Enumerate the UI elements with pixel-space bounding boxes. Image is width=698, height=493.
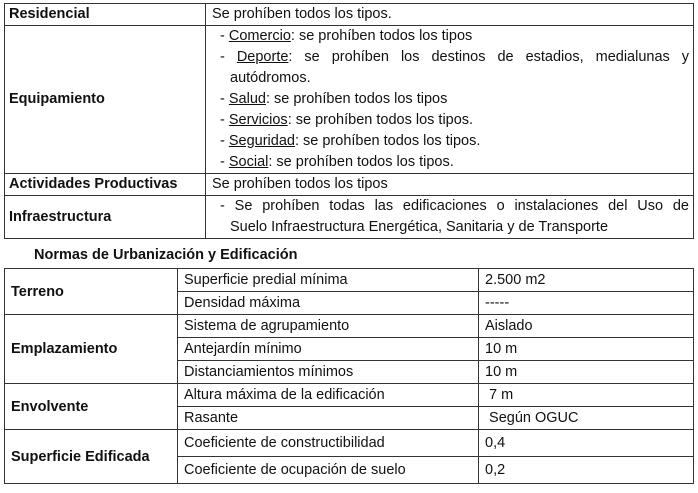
row-value-actividades: Se prohíben todos los tipos bbox=[206, 174, 694, 196]
row-value-infraestructura bbox=[206, 196, 694, 239]
table-row bbox=[5, 4, 694, 26]
value-cell: Según OGUC bbox=[479, 407, 694, 430]
row-label-infraestructura: Infraestructura bbox=[5, 196, 206, 239]
table-row bbox=[5, 269, 694, 292]
param-cell: Sistema de agrupamiento bbox=[178, 315, 479, 338]
value-cell: ----- bbox=[479, 292, 694, 315]
group-label-envolvente: Envolvente bbox=[5, 384, 178, 430]
value-cell: 7 m bbox=[479, 384, 694, 407]
param-cell: Altura máxima de la edificación bbox=[178, 384, 479, 407]
list-item: - Seguridad: se prohíben todos los tipos. bbox=[220, 133, 481, 149]
list-item: - Comercio: se prohíben todos los tipos bbox=[220, 28, 473, 44]
land-use-table bbox=[4, 3, 694, 239]
value-cell: 10 m bbox=[479, 338, 694, 361]
table-row bbox=[5, 430, 694, 457]
section-heading: Normas de Urbanización y Edificación bbox=[34, 247, 298, 263]
equipamiento-list bbox=[206, 26, 694, 174]
row-label-equipamiento: Equipamiento bbox=[5, 26, 206, 174]
value-cell: Aislado bbox=[479, 315, 694, 338]
row-label-actividades: Actividades Productivas bbox=[5, 174, 206, 196]
param-cell: Coeficiente de constructibilidad bbox=[178, 430, 479, 457]
param-cell: Coeficiente de ocupación de suelo bbox=[178, 457, 479, 484]
norms-table bbox=[4, 268, 694, 484]
value-cell: 2.500 m2 bbox=[479, 269, 694, 292]
list-item: - Deporte: se prohíben los destinos de estadios, medialunas y bbox=[220, 49, 690, 65]
param-cell: Antejardín mínimo bbox=[178, 338, 479, 361]
row-value-residencial: Se prohíben todos los tipos. bbox=[206, 4, 694, 26]
row-label-residencial: Residencial bbox=[5, 4, 206, 26]
value-cell: 0,4 bbox=[479, 430, 694, 457]
list-item-continuation: autódromos. bbox=[230, 70, 311, 86]
group-label-emplazamiento: Emplazamiento bbox=[5, 315, 178, 384]
param-cell: Distanciamientos mínimos bbox=[178, 361, 479, 384]
group-label-terreno: Terreno bbox=[5, 269, 178, 315]
list-item: - Salud: se prohíben todos los tipos bbox=[220, 91, 448, 107]
value-cell: 0,2 bbox=[479, 457, 694, 484]
table-row bbox=[5, 174, 694, 196]
param-cell: Rasante bbox=[178, 407, 479, 430]
group-label-superficie: Superficie Edificada bbox=[5, 430, 178, 484]
infraestructura-line-1: - Se prohíben todas las edificaciones o instalaciones del Uso de bbox=[220, 198, 689, 214]
table-row bbox=[5, 26, 694, 174]
table-row bbox=[5, 196, 694, 239]
table-row bbox=[5, 315, 694, 338]
list-item: - Social: se prohíben todos los tipos. bbox=[220, 154, 454, 170]
list-item: - Servicios: se prohíben todos los tipos. bbox=[220, 112, 474, 128]
value-cell: 10 m bbox=[479, 361, 694, 384]
infraestructura-line-2: Suelo Infraestructura Energética, Sanitaria y de Transporte bbox=[230, 219, 609, 235]
table-row bbox=[5, 384, 694, 407]
param-cell: Densidad máxima bbox=[178, 292, 479, 315]
param-cell: Superficie predial mínima bbox=[178, 269, 479, 292]
